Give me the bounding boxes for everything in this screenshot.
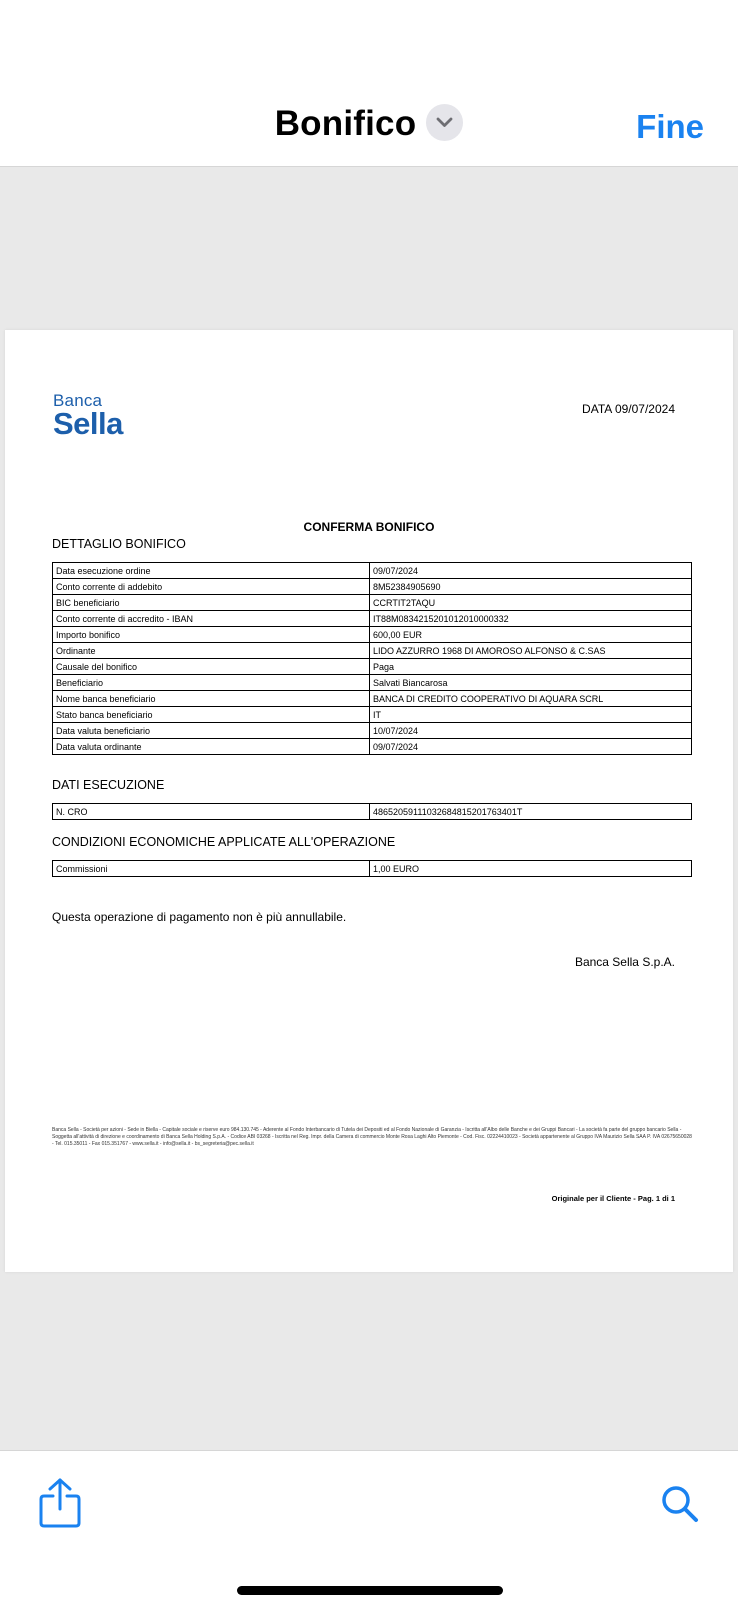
- search-icon: [660, 1484, 700, 1524]
- row-value: 10/07/2024: [370, 723, 692, 739]
- row-value: Paga: [370, 659, 692, 675]
- row-value: 48652059111032684815201763401T: [370, 804, 692, 820]
- share-button[interactable]: [38, 1477, 82, 1534]
- section-detail-heading: DETTAGLIO BONIFICO: [52, 537, 186, 551]
- section-conditions-heading: CONDIZIONI ECONOMICHE APPLICATE ALL'OPERAZIONE: [52, 835, 396, 849]
- navigation-bar: [0, 0, 738, 167]
- table-row: [53, 579, 692, 595]
- detail-table: [52, 562, 692, 755]
- row-label: BIC beneficiario: [53, 595, 370, 611]
- row-value: 09/07/2024: [370, 739, 692, 755]
- signoff: Banca Sella S.p.A.: [574, 955, 675, 969]
- row-label: Data valuta beneficiario: [53, 723, 370, 739]
- table-row: [53, 627, 692, 643]
- title-container: [0, 104, 738, 144]
- done-button[interactable]: Fine: [636, 108, 704, 145]
- legal-footer: Banca Sella - Società per azioni - Sede in Biella - Capitale sociale e riserve euro 984.130.745 - Aderente al Fondo Interbancario di Tutela dei Depositi ed al Fondo Nazionale di Garanzia - Iscritta all'Albo delle Banche e dei Gruppi Bancari - La società fa parte del gruppo bancario Sella - Soggetta all'attività di direzione e coordinamento di Banca Sella Holding S.p.A. - Codice ABI 03268 - Iscritta nel Reg. Impr. della Camera di commercio Monte Rosa Laghi Alto Piemonte - Cod. Fisc. 02224410023 - Società appartenente al Gruppo IVA Maurizio Sella SAA P. IVA 02675650028 - Tel. 015.35011 - Fax 015.351767 - www.sella.it - info@sella.it - bs_segreteria@pec.sella.it: [52, 1127, 692, 1147]
- table-row: [53, 611, 692, 627]
- document-page: [5, 330, 733, 1272]
- cancellation-note: Questa operazione di pagamento non è più annullabile.: [52, 910, 347, 924]
- row-value: 8M52384905690: [370, 579, 692, 595]
- row-label: Stato banca beneficiario: [53, 707, 370, 723]
- title-menu-button[interactable]: [426, 104, 463, 141]
- row-label: Beneficiario: [53, 675, 370, 691]
- bottom-toolbar: [0, 1450, 738, 1601]
- row-value: 09/07/2024: [370, 563, 692, 579]
- home-indicator: [237, 1586, 503, 1595]
- row-label: Conto corrente di accredito - IBAN: [53, 611, 370, 627]
- row-value: 600,00 EUR: [370, 627, 692, 643]
- row-label: Ordinante: [53, 643, 370, 659]
- bank-logo: [53, 392, 123, 439]
- execution-table: [52, 803, 692, 820]
- page-title: Bonifico: [274, 104, 417, 143]
- row-label: Data valuta ordinante: [53, 739, 370, 755]
- row-value: IT88M0834215201012010000332: [370, 611, 692, 627]
- table-row: [53, 691, 692, 707]
- table-row: [53, 643, 692, 659]
- row-label: Conto corrente di addebito: [53, 579, 370, 595]
- row-label: N. CRO: [53, 804, 370, 820]
- search-button[interactable]: [660, 1484, 700, 1529]
- section-execution-heading: DATI ESECUZIONE: [52, 778, 165, 792]
- row-value: LIDO AZZURRO 1968 DI AMOROSO ALFONSO & C.SAS: [370, 643, 692, 659]
- document-title: CONFERMA BONIFICO: [303, 520, 435, 534]
- table-row: [53, 804, 692, 820]
- table-row: [53, 861, 692, 877]
- logo-line-1: Banca: [53, 391, 103, 410]
- table-row: [53, 723, 692, 739]
- row-value: 1,00 EURO: [370, 861, 692, 877]
- row-label: Data esecuzione ordine: [53, 563, 370, 579]
- document-date: DATA 09/07/2024: [582, 402, 675, 416]
- table-row: [53, 595, 692, 611]
- row-value: IT: [370, 707, 692, 723]
- row-value: Salvati Biancarosa: [370, 675, 692, 691]
- table-row: [53, 563, 692, 579]
- share-icon: [38, 1477, 82, 1529]
- row-label: Nome banca beneficiario: [53, 691, 370, 707]
- table-row: [53, 659, 692, 675]
- page-footer: Originale per il Cliente - Pag. 1 di 1: [551, 1194, 675, 1203]
- conditions-table: [52, 860, 692, 877]
- row-label: Causale del bonifico: [53, 659, 370, 675]
- table-row: [53, 675, 692, 691]
- chevron-down-icon: [435, 114, 454, 131]
- table-row: [53, 707, 692, 723]
- row-value: BANCA DI CREDITO COOPERATIVO DI AQUARA SCRL: [370, 691, 692, 707]
- table-row: [53, 739, 692, 755]
- logo-line-2: Sella: [53, 406, 123, 441]
- row-label: Importo bonifico: [53, 627, 370, 643]
- row-label: Commissioni: [53, 861, 370, 877]
- row-value: CCRTIT2TAQU: [370, 595, 692, 611]
